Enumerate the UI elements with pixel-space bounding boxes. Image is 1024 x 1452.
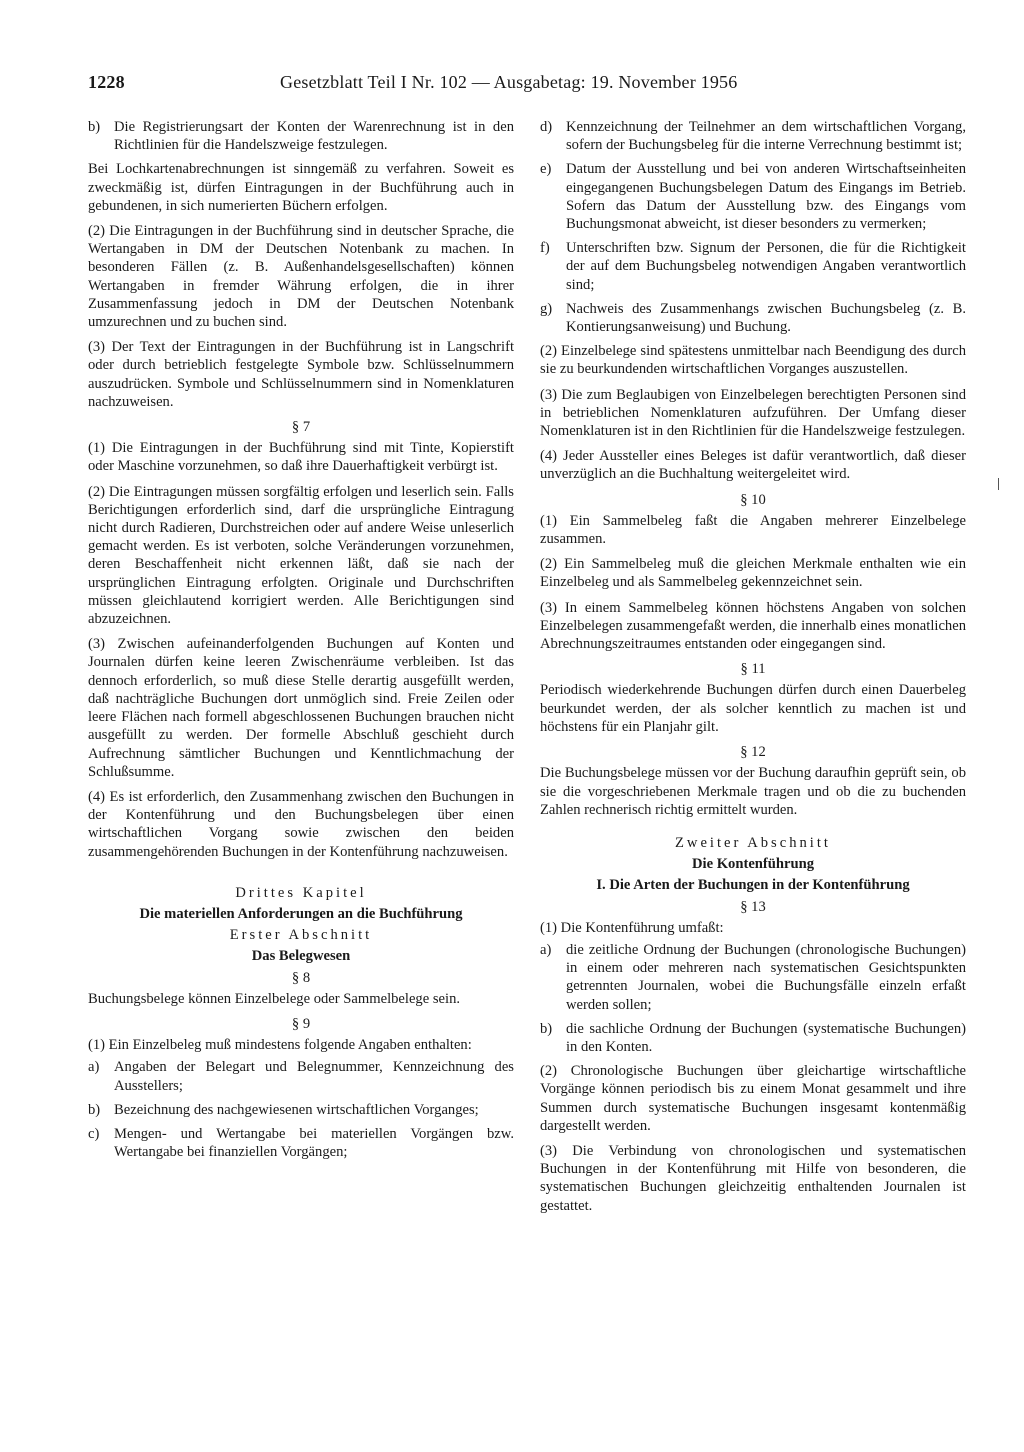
list-label: f) [540,240,550,257]
paragraph: Die Buchungsbelege müssen vor der Buchung daraufhin geprüft sein, ob sie die vorgeschriebenen Merkmale tragen und ob die zu buchenden Zahlen rechnerisch richtig ermittelt wurden. [540,765,966,818]
section-heading: § 12 [740,744,766,761]
list-item [540,1020,966,1056]
paragraph: (4) Es ist erforderlich, den Zusammenhang zwischen den Buchungen in der Kontenführung und den Buchungsbelegen über einen wirtschaftlichen Vorgang sowie zwischen den beiden zusammengehörenden Buchungen in der Kontenführung nachzuweisen. [88,788,514,860]
paragraph: (3) Die Verbindung von chronologischen und systematischen Buchungen in der Kontenführung mit Hilfe von besonderen, die systematischen Buchungen gleichzeitig enthaltenden Journalen ist gestattet. [540,1142,966,1214]
chapter-heading: Drittes Kapitel [235,884,367,901]
list-text: Die Registrierungsart der Konten der Warenrechnung ist in den Richtlinien für die Handelszweige festzulegen. [114,119,514,154]
gazette-title: Gesetzblatt Teil I Nr. 102 — Ausgabetag: 19. November 1956 [280,72,738,92]
list-label: b) [88,119,101,135]
section-title: Das Belegwesen [251,948,351,965]
list-item [88,1101,514,1119]
page-number: 1228 [88,72,125,92]
list-text: Mengen- und Wertangabe bei materiellen Vorgängen bzw. Wertangabe bei finanziellen Vorgängen; [114,1125,514,1161]
section-heading: § 11 [740,661,766,678]
list-text: Nachweis des Zusammenhangs zwischen Buchungsbeleg (z. B. Kontierungsanweisung) und Buchung. [566,300,966,336]
list-item [540,160,966,233]
paragraph: Periodisch wiederkehrende Buchungen dürfen durch einen Dauerbeleg beurkundet werden, der als solcher kenntlich zu machen ist und höchstens für ein Planjahr gilt. [540,682,966,735]
paragraph: (2) Einzelbelege sind spätestens unmittelbar nach Beendigung des durch sie zu beurkundenden wirtschaftlichen Vorganges auszustellen. [540,343,966,378]
paragraph: (3) Der Text der Eintragungen in der Buchführung ist in Langschrift oder durch betrieblich festgelegte Symbole bzw. Schlüsselnummern auszudrücken. Symbole und Schlüsselnummern sind in Nomenklaturen nachzuweisen. [88,339,514,410]
left-column [88,118,514,1167]
subsection-title: I. Die Arten der Buchungen in der Kontenführung [596,877,910,894]
right-column [540,118,966,1222]
list-item [540,118,966,154]
list-text: Kennzeichnung der Teilnehmer an dem wirtschaftlichen Vorgang, sofern der Buchungsbeleg für die interne Verrechnung bestimmt ist; [566,119,966,154]
paragraph: (1) Ein Sammelbeleg faßt die Angaben mehrerer Einzelbelege zusammen. [540,512,966,548]
page-header [88,72,968,98]
section-heading: Zweiter Abschnitt [675,834,831,851]
section-heading: § 7 [291,419,311,436]
section-title: Die Kontenführung [691,856,815,873]
list-item [540,300,966,336]
paragraph: (3) In einem Sammelbeleg können höchstens Angaben von solchen Einzelbelegen zusammengefaßt werden, die innerhalb eines monatlichen Abrechnungszeitraumes entstanden oder eingegangen sind. [540,599,966,653]
list-item [88,1058,514,1094]
list-text: die sachliche Ordnung der Buchungen (systematische Buchungen) in den Konten. [566,1020,966,1055]
section-heading: § 8 [291,969,311,986]
paragraph: (1) Ein Einzelbeleg muß mindestens folgende Angaben enthalten: [88,1037,472,1054]
margin-mark [998,478,999,490]
list-item [88,1125,514,1161]
section-heading: Erster Abschnitt [229,927,373,944]
paragraph: (1) Die Kontenführung umfaßt: [540,919,724,936]
paragraph: (3) Die zum Beglaubigen von Einzelbelegen berechtigten Personen sind in betrieblichen Nomenklaturen aufzuführen. Der Umfang dieser Nomenklaturen ist in den Richtlinien für die Handelszweige festzulegen. [540,386,966,440]
list-label: a) [88,1059,100,1076]
paragraph: (1) Die Eintragungen in der Buchführung sind mit Tinte, Kopierstift oder Maschine vorzunehmen, so daß ihre Dauerhaftigkeit verbürgt ist. [88,440,514,475]
list-text: Unterschriften bzw. Signum der Personen, die für die Richtigkeit der auf dem Buchungsbeleg notwendigen Angaben verantwortlich sind; [566,240,966,293]
chapter-title: Die materiellen Anforderungen an die Buchführung [139,905,463,922]
list-label: d) [540,119,553,135]
list-label: b) [88,1101,101,1118]
list-text: Angaben der Belegart und Belegnummer, Kennzeichnung des Ausstellers; [114,1059,514,1094]
list-text: Bezeichnung des nachgewiesenen wirtschaftlichen Vorganges; [114,1101,479,1118]
paragraph: (2) Ein Sammelbeleg muß die gleichen Merkmale enthalten wie ein Einzelbeleg und als Sammelbeleg gekennzeichnet sein. [540,556,966,591]
section-heading: § 9 [291,1015,311,1032]
list-label: g) [540,300,553,317]
list-text: die zeitliche Ordnung der Buchungen (chronologische Buchungen) in einem oder mehreren nach systematischen Gesichtspunkten getrennten Journalen, wobei die Buchungsfälle einzeln erfaßt werden sollen; [566,941,966,1013]
section-heading: § 10 [740,491,766,508]
paragraph: (4) Jeder Aussteller eines Beleges ist dafür verantwortlich, daß dieser unverzüglich an die Buchhaltung weitergeleitet wird. [540,448,966,483]
list-label: b) [540,1020,553,1037]
paragraph: (3) Zwischen aufeinanderfolgenden Buchungen auf Konten und Journalen dürfen keine leeren Zwischenräume verbleiben. Ist das dennoch erforderlich, so muß diese Stelle derartig ausgefüllt werden, daß nachträgliche Buchungen dort unmöglich sind. Freie Zeilen oder leere Flächen nach formell abgeschlossenen Buchungen brauchen nicht ausgefüllt zu werden. Der formelle Abschluß geschieht durch Aufrechnung sämtlicher Buchungen und Kenntlichmachung der Schlußsumme. [88,636,514,780]
list-item [88,118,514,154]
list-item [540,941,966,1014]
list-label: a) [540,941,552,958]
list-label: e) [540,161,552,178]
section-heading: § 13 [740,898,766,915]
paragraph: Bei Lochkartenabrechnungen ist sinngemäß zu verfahren. Soweit es zweckmäßig ist, dürfen Eintragungen in der Buchführung auch in gebundenen, in sich numerierten Büchern erfolgen. [88,161,514,214]
paragraph: (2) Die Eintragungen müssen sorgfältig erfolgen und leserlich sein. Falls Berichtigungen erforderlich sind, darf die ursprüngliche Eintragung nicht durch Radieren, Durchstreichen oder auf andere Weise unleserlich gemacht werden. Es ist verboten, solche Veränderungen vorzunehmen, deren Beschaffenheit nicht erkennen läßt, daß sie nach der ursprünglichen Eintragung erfolgten. Originale und Durchschriften müssen gleichlautend korrigiert werden. Alle Berichtigungen sind abzuzeichnen. [88,483,514,628]
paragraph: Buchungsbelege können Einzelbelege oder Sammelbelege sein. [88,990,461,1007]
list-text: Datum der Ausstellung und bei von anderen Wirtschaftseinheiten eingegangenen Buchungsbelegen Datum des Eingangs im Betrieb. Sofern das Datum der Ausstellung bzw. des Eingangs vom Buchungsmonat abweicht, ist dieser besonders zu vermerken; [566,161,966,233]
list-label: c) [88,1125,100,1142]
list-item [540,239,966,294]
paragraph: (2) Die Eintragungen in der Buchführung sind in deutscher Sprache, die Wertangaben in DM der Deutschen Notenbank zu machen. In besonderen Fällen (z. B. Außenhandelsgesellschaften) können Wertangaben in fremder Währung erfolgen, die in ihrer Zusammenfassung jedoch in DM der Deutschen Notenbank umzurechnen und zu buchen sind. [88,223,514,331]
paragraph: (2) Chronologische Buchungen über gleichartige wirtschaftliche Vorgänge können periodisch bis zu einem Monat gesammelt und ihre Summen durch systematische Buchungen insgesamt kontenmäßig dargestellt werden. [540,1063,966,1134]
